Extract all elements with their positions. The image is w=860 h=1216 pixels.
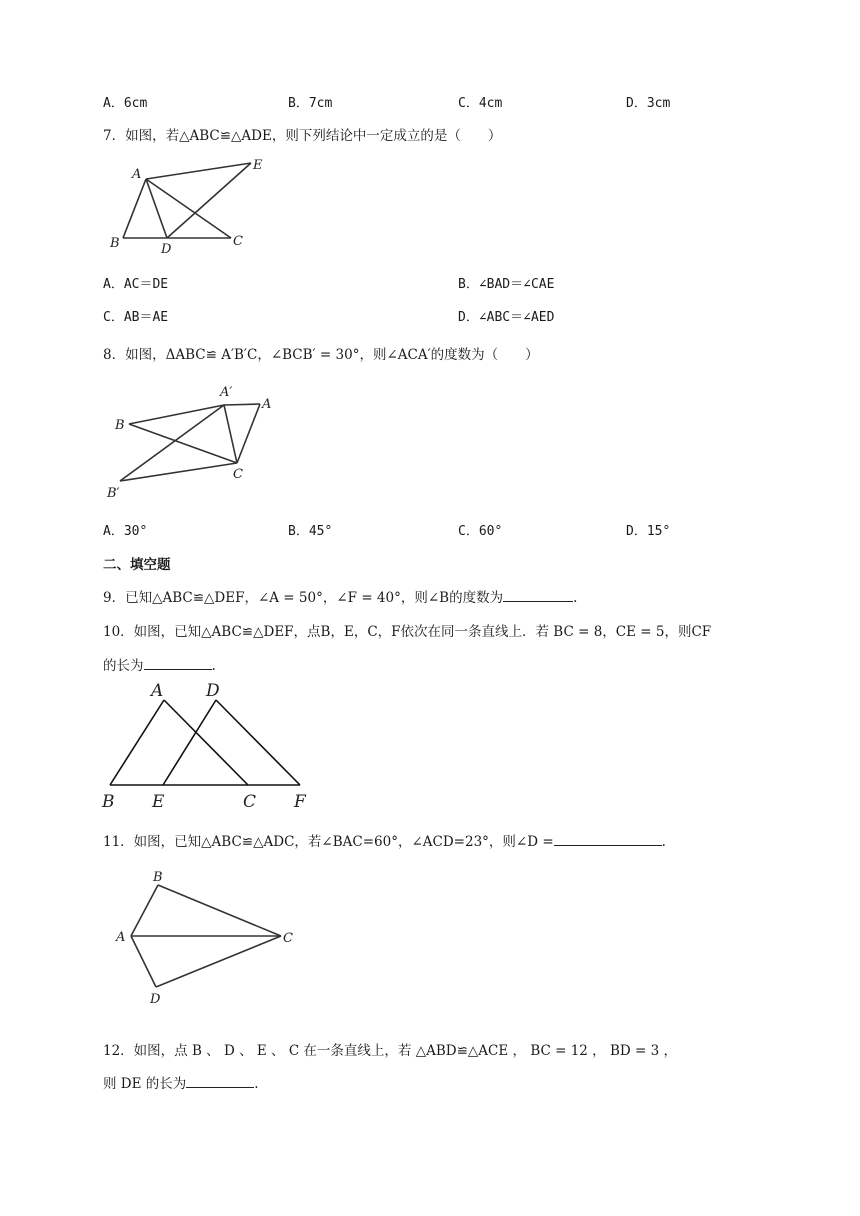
q7-label-e: E (253, 158, 263, 173)
q11-line (103, 830, 666, 850)
q10-label-e: E (152, 792, 165, 812)
q7-label-a: A (132, 167, 142, 182)
q8-option-a: A．30° (103, 524, 148, 539)
q12-answer-blank[interactable] (186, 1075, 254, 1088)
q12-text-line2: 则 DE 的长为 (103, 1076, 187, 1092)
q7-option-c: C．AB＝AE (103, 310, 169, 325)
q8-option-b: B．45° (288, 524, 333, 539)
q11-label-c: C (283, 931, 293, 946)
q11-label-b: B (153, 870, 163, 885)
q9-text: 9．已知△ABC≌△DEF，∠A = 50°，∠F = 40°，则∠B的度数为 (103, 590, 504, 606)
q12-text-line1: 12．如图，点 B 、 D 、 E 、 C 在一条直线上，若 △ABD≌△ACE ， BC = 12 ， BD = 3 ， (103, 1043, 677, 1059)
q6-option-c: C．4cm (458, 96, 503, 111)
q8-label-c: C (233, 467, 243, 482)
q11-label-a: A (116, 930, 126, 945)
q10-text-line2: 的长为 (103, 658, 144, 674)
q7-label-c: C (233, 234, 243, 249)
q8-label-b-prime: B′ (107, 486, 120, 501)
q9-end: . (573, 590, 578, 606)
q10-label-d: D (206, 681, 220, 701)
q10-answer-blank[interactable] (144, 657, 212, 670)
q7-label-d: D (161, 242, 172, 257)
q12-line2 (103, 1072, 259, 1092)
q7-option-a: A．AC＝DE (103, 277, 169, 292)
q11-label-d: D (150, 992, 161, 1007)
q6-option-d: D．3cm (626, 96, 671, 111)
q10-figure (100, 680, 320, 815)
q10-label-c: C (243, 792, 257, 812)
q11-text: 11．如图，已知△ABC≌△ADC，若∠BAC=60°，∠ACD=23°，则∠D = (103, 834, 554, 850)
q10-end: . (211, 658, 216, 674)
q7-label-b: B (110, 236, 120, 251)
q6-option-b: B．7cm (288, 96, 333, 111)
q12-end: . (254, 1076, 259, 1092)
q8-figure (103, 380, 283, 505)
q9-answer-blank[interactable] (503, 589, 573, 602)
q8-label-a: A (262, 397, 272, 412)
q8-text: 8．如图，ΔABC≌ A′B′C，∠BCB′ = 30°，则∠ACA′的度数为（ ） (103, 347, 539, 363)
q7-figure (103, 150, 283, 260)
q9-line (103, 586, 577, 606)
q7-option-b: B．∠BAD＝∠CAE (458, 277, 555, 292)
q10-label-a: A (151, 681, 164, 701)
q10-line2 (103, 654, 216, 674)
q11-end: . (661, 834, 666, 850)
q8-option-c: C．60° (458, 524, 503, 539)
q10-text-line1: 10．如图，已知△ABC≌△DEF，点B，E，C，F依次在同一条直线上．若 BC = 8，CE = 5，则CF (103, 624, 712, 640)
section-title-fill-in: 二、填空题 (103, 557, 171, 573)
q8-label-b: B (115, 418, 125, 433)
q10-label-b: B (102, 792, 115, 812)
q7-option-d: D．∠ABC＝∠AED (458, 310, 555, 325)
q11-figure (113, 862, 313, 1012)
q8-option-d: D．15° (626, 524, 671, 539)
q10-label-f: F (294, 792, 306, 812)
q11-answer-blank[interactable] (554, 833, 662, 846)
q8-label-a-prime: A′ (220, 385, 233, 400)
q6-option-a: A．6cm (103, 96, 148, 111)
q7-text: 7．如图，若△ABC≌△ADE，则下列结论中一定成立的是（ ） (103, 128, 502, 144)
